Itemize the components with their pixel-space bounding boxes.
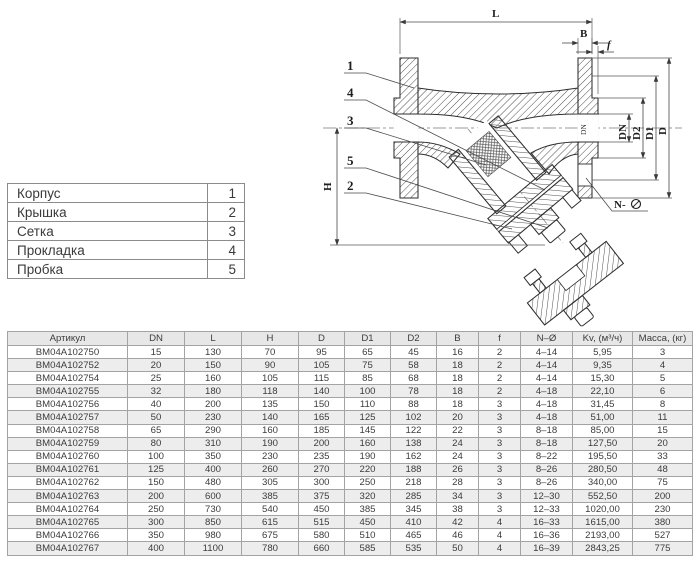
part-name: Крышка (8, 203, 208, 222)
table-cell: 16 (437, 346, 479, 359)
table-cell: 465 (391, 529, 437, 542)
table-cell: 218 (391, 476, 437, 489)
table-cell: 1615,00 (573, 516, 633, 529)
table-cell: 5,95 (573, 346, 633, 359)
bore-label-DN: DN (579, 124, 588, 135)
table-cell: 95 (299, 346, 345, 359)
table-cell: 150 (185, 359, 242, 372)
part-number: 1 (208, 184, 245, 203)
table-cell: 15,30 (573, 372, 633, 385)
table-cell: 9,35 (573, 359, 633, 372)
table-cell: 162 (391, 450, 437, 463)
table-cell: 18 (437, 398, 479, 411)
table-cell: 160 (185, 372, 242, 385)
table-cell: 8 (633, 398, 693, 411)
table-cell: 350 (185, 450, 242, 463)
spec-table-body (8, 346, 693, 556)
table-cell: 300 (128, 516, 185, 529)
table-row (8, 424, 693, 437)
table-cell: 160 (242, 424, 299, 437)
table-cell: 400 (128, 542, 185, 555)
table-cell: 20 (128, 359, 185, 372)
table-cell: 345 (391, 503, 437, 516)
table-cell: 118 (242, 385, 299, 398)
table-cell: 135 (242, 398, 299, 411)
table-cell: 85,00 (573, 424, 633, 437)
legend-row (8, 203, 245, 222)
table-cell: BM04A102766 (8, 529, 128, 542)
table-cell: 16–36 (521, 529, 573, 542)
column-header: DN (128, 332, 185, 346)
table-cell: 3 (479, 411, 521, 424)
table-cell: 75 (345, 359, 391, 372)
table-cell: 600 (185, 490, 242, 503)
table-cell: 50 (437, 542, 479, 555)
table-cell: 46 (437, 529, 479, 542)
table-cell: 145 (345, 424, 391, 437)
table-cell: 350 (128, 529, 185, 542)
callout-5: 5 (347, 153, 354, 168)
table-cell: 2 (479, 346, 521, 359)
table-row (8, 516, 693, 529)
legend-row (8, 184, 245, 203)
table-cell: 180 (185, 385, 242, 398)
table-cell: 8–26 (521, 476, 573, 489)
table-cell: 34 (437, 490, 479, 503)
column-header: Масса, (кг) (633, 332, 693, 346)
table-cell: 4–14 (521, 372, 573, 385)
table-cell: BM04A102760 (8, 450, 128, 463)
table-cell: 615 (242, 516, 299, 529)
table-cell: 140 (242, 411, 299, 424)
table-cell: 58 (391, 359, 437, 372)
table-cell: 25 (128, 372, 185, 385)
table-cell: 375 (299, 490, 345, 503)
table-cell: 28 (437, 476, 479, 489)
table-cell: 535 (391, 542, 437, 555)
table-cell: 185 (299, 424, 345, 437)
table-cell: 33 (633, 450, 693, 463)
column-header: f (479, 332, 521, 346)
table-cell: 385 (242, 490, 299, 503)
table-cell: 585 (345, 542, 391, 555)
callout-1: 1 (347, 58, 354, 73)
table-cell: 3 (479, 490, 521, 503)
table-cell: BM04A102761 (8, 463, 128, 476)
table-row (8, 411, 693, 424)
table-cell: 305 (242, 476, 299, 489)
table-cell: 75 (633, 476, 693, 489)
table-cell: 190 (242, 437, 299, 450)
table-cell: 3 (479, 437, 521, 450)
part-number: 5 (208, 260, 245, 279)
table-cell: 12–33 (521, 503, 573, 516)
table-cell: BM04A102763 (8, 490, 128, 503)
parts-legend-body (8, 184, 245, 279)
table-cell: 18 (437, 385, 479, 398)
table-cell: 15 (128, 346, 185, 359)
table-cell: 40 (128, 398, 185, 411)
table-cell: 12–30 (521, 490, 573, 503)
table-cell: 85 (345, 372, 391, 385)
table-cell: 527 (633, 529, 693, 542)
part-number: 3 (208, 222, 245, 241)
strainer-branch (439, 106, 590, 263)
table-cell: 51,00 (573, 411, 633, 424)
table-cell: 310 (185, 437, 242, 450)
table-cell: BM04A102764 (8, 503, 128, 516)
table-cell: 4–14 (521, 346, 573, 359)
table-cell: 31,45 (573, 398, 633, 411)
table-cell: 580 (299, 529, 345, 542)
table-cell: 65 (345, 346, 391, 359)
table-cell: 3 (479, 463, 521, 476)
table-cell: 230 (242, 450, 299, 463)
table-cell: 300 (299, 476, 345, 489)
column-header: N–Ø (521, 332, 573, 346)
table-cell: 8–18 (521, 437, 573, 450)
table-cell: 38 (437, 503, 479, 516)
table-cell: 320 (345, 490, 391, 503)
table-cell: 90 (242, 359, 299, 372)
legend-row (8, 222, 245, 241)
table-cell: 16–39 (521, 542, 573, 555)
table-cell: 775 (633, 542, 693, 555)
table-row (8, 372, 693, 385)
table-cell: BM04A102765 (8, 516, 128, 529)
table-row (8, 476, 693, 489)
dimension-label-H: H (322, 182, 334, 191)
table-cell: 48 (633, 463, 693, 476)
table-cell: 230 (185, 411, 242, 424)
dimension-label-B: B (580, 28, 588, 40)
table-cell: 1100 (185, 542, 242, 555)
column-header: Kv, (м³/ч) (573, 332, 633, 346)
table-cell: 195,50 (573, 450, 633, 463)
table-cell: 385 (345, 503, 391, 516)
table-cell: 4 (479, 516, 521, 529)
table-cell: 20 (437, 411, 479, 424)
table-cell: 4–14 (521, 359, 573, 372)
table-cell: 200 (128, 490, 185, 503)
table-cell: 4–18 (521, 411, 573, 424)
table-cell: 4 (633, 359, 693, 372)
column-header: D2 (391, 332, 437, 346)
dimension-label-f: f (607, 39, 611, 51)
table-cell: 22,10 (573, 385, 633, 398)
legend-row (8, 241, 245, 260)
table-cell: BM04A102754 (8, 372, 128, 385)
table-cell: 100 (345, 385, 391, 398)
table-cell: 552,50 (573, 490, 633, 503)
table-cell: 130 (185, 346, 242, 359)
table-cell: 230 (633, 503, 693, 516)
table-cell: 200 (185, 398, 242, 411)
dimension-label-L: L (492, 8, 500, 20)
table-cell: 2193,00 (573, 529, 633, 542)
table-cell: 78 (391, 385, 437, 398)
table-cell: 110 (345, 398, 391, 411)
table-cell: 138 (391, 437, 437, 450)
table-cell: 8–22 (521, 450, 573, 463)
table-cell: 32 (128, 385, 185, 398)
table-cell: 24 (437, 437, 479, 450)
table-row (8, 463, 693, 476)
table-cell: 510 (345, 529, 391, 542)
table-cell: 675 (242, 529, 299, 542)
table-cell: 8–18 (521, 424, 573, 437)
table-cell: 2 (479, 359, 521, 372)
table-cell: 250 (345, 476, 391, 489)
column-header: D (299, 332, 345, 346)
table-cell: 8–26 (521, 463, 573, 476)
table-cell: 235 (299, 450, 345, 463)
column-header: Артикул (8, 332, 128, 346)
table-cell: 380 (633, 516, 693, 529)
dimension-label-D2: D2 (631, 126, 643, 140)
table-cell: 340,00 (573, 476, 633, 489)
table-cell: 88 (391, 398, 437, 411)
table-cell: 780 (242, 542, 299, 555)
table-cell: 280,50 (573, 463, 633, 476)
part-name: Сетка (8, 222, 208, 241)
table-cell: 190 (345, 450, 391, 463)
table-cell: BM04A102756 (8, 398, 128, 411)
legend-row (8, 260, 245, 279)
table-cell: 3 (479, 503, 521, 516)
table-cell: 26 (437, 463, 479, 476)
table-row (8, 346, 693, 359)
table-cell: 260 (242, 463, 299, 476)
column-header: L (185, 332, 242, 346)
column-header: D1 (345, 332, 391, 346)
table-cell: 220 (345, 463, 391, 476)
table-row (8, 542, 693, 555)
table-cell: 22 (437, 424, 479, 437)
table-cell: 80 (128, 437, 185, 450)
table-cell: 410 (391, 516, 437, 529)
table-row (8, 490, 693, 503)
table-cell: BM04A102752 (8, 359, 128, 372)
table-cell: 4 (479, 542, 521, 555)
bolt-holes-label: N- (614, 199, 626, 211)
table-cell: 6 (633, 385, 693, 398)
table-cell: 4–18 (521, 385, 573, 398)
table-cell: 5 (633, 372, 693, 385)
cover-plug-detail-view (514, 224, 638, 335)
table-cell: 18 (437, 359, 479, 372)
table-cell: BM04A102757 (8, 411, 128, 424)
table-cell: 125 (345, 411, 391, 424)
table-cell: 11 (633, 411, 693, 424)
table-cell: 400 (185, 463, 242, 476)
table-cell: 2843,25 (573, 542, 633, 555)
part-number: 2 (208, 203, 245, 222)
table-cell: 68 (391, 372, 437, 385)
table-cell: 515 (299, 516, 345, 529)
table-cell: 150 (299, 398, 345, 411)
table-cell: 3 (633, 346, 693, 359)
table-cell: 165 (299, 411, 345, 424)
table-cell: 100 (128, 450, 185, 463)
part-name: Пробка (8, 260, 208, 279)
table-cell: BM04A102755 (8, 385, 128, 398)
table-cell: 188 (391, 463, 437, 476)
table-cell: 250 (128, 503, 185, 516)
callout-4: 4 (347, 85, 354, 100)
dimension-label-DN: DN (617, 124, 629, 140)
table-cell: 850 (185, 516, 242, 529)
part-name: Прокладка (8, 241, 208, 260)
spec-table (7, 331, 693, 556)
callout-3: 3 (347, 113, 354, 128)
table-cell: 105 (242, 372, 299, 385)
table-cell: 730 (185, 503, 242, 516)
table-cell: BM04A102767 (8, 542, 128, 555)
part-name: Корпус (8, 184, 208, 203)
table-cell: 1020,00 (573, 503, 633, 516)
table-cell: 660 (299, 542, 345, 555)
table-cell: 16–33 (521, 516, 573, 529)
table-cell: BM04A102750 (8, 346, 128, 359)
table-cell: 24 (437, 450, 479, 463)
table-cell: 125 (128, 463, 185, 476)
table-cell: 18 (437, 372, 479, 385)
column-header: H (242, 332, 299, 346)
table-cell: 15 (633, 424, 693, 437)
table-row (8, 385, 693, 398)
table-cell: 200 (299, 437, 345, 450)
table-row (8, 398, 693, 411)
dimension-label-D: D (657, 127, 669, 135)
table-cell: 4–18 (521, 398, 573, 411)
table-cell: 140 (299, 385, 345, 398)
part-number: 4 (208, 241, 245, 260)
table-cell: 2 (479, 372, 521, 385)
table-cell: 3 (479, 450, 521, 463)
table-cell: 2 (479, 385, 521, 398)
dimension-label-D1: D1 (644, 126, 656, 140)
table-cell: BM04A102759 (8, 437, 128, 450)
table-cell: BM04A102758 (8, 424, 128, 437)
table-row (8, 503, 693, 516)
parts-legend (7, 183, 245, 279)
L-extension-lines (400, 18, 592, 54)
table-cell: 3 (479, 476, 521, 489)
table-cell: 115 (299, 372, 345, 385)
table-cell: 980 (185, 529, 242, 542)
table-cell: 65 (128, 424, 185, 437)
table-cell: 122 (391, 424, 437, 437)
table-cell: 4 (479, 529, 521, 542)
table-cell: 45 (391, 346, 437, 359)
table-cell: 50 (128, 411, 185, 424)
callout-2: 2 (347, 178, 354, 193)
table-cell: 102 (391, 411, 437, 424)
table-cell: 285 (391, 490, 437, 503)
table-cell: 20 (633, 437, 693, 450)
table-cell: BM04A102762 (8, 476, 128, 489)
table-cell: 150 (128, 476, 185, 489)
table-cell: 42 (437, 516, 479, 529)
table-cell: 70 (242, 346, 299, 359)
table-cell: 127,50 (573, 437, 633, 450)
table-cell: 270 (299, 463, 345, 476)
table-cell: 480 (185, 476, 242, 489)
table-cell: 540 (242, 503, 299, 516)
table-cell: 3 (479, 398, 521, 411)
table-cell: 160 (345, 437, 391, 450)
header-row (8, 332, 693, 346)
table-cell: 290 (185, 424, 242, 437)
column-header: B (437, 332, 479, 346)
table-cell: 450 (299, 503, 345, 516)
table-cell: 450 (345, 516, 391, 529)
table-row (8, 359, 693, 372)
table-cell: 200 (633, 490, 693, 503)
table-cell: 105 (299, 359, 345, 372)
table-row (8, 529, 693, 542)
table-row (8, 450, 693, 463)
table-cell: 3 (479, 424, 521, 437)
table-row (8, 437, 693, 450)
spec-table-head (8, 332, 693, 346)
